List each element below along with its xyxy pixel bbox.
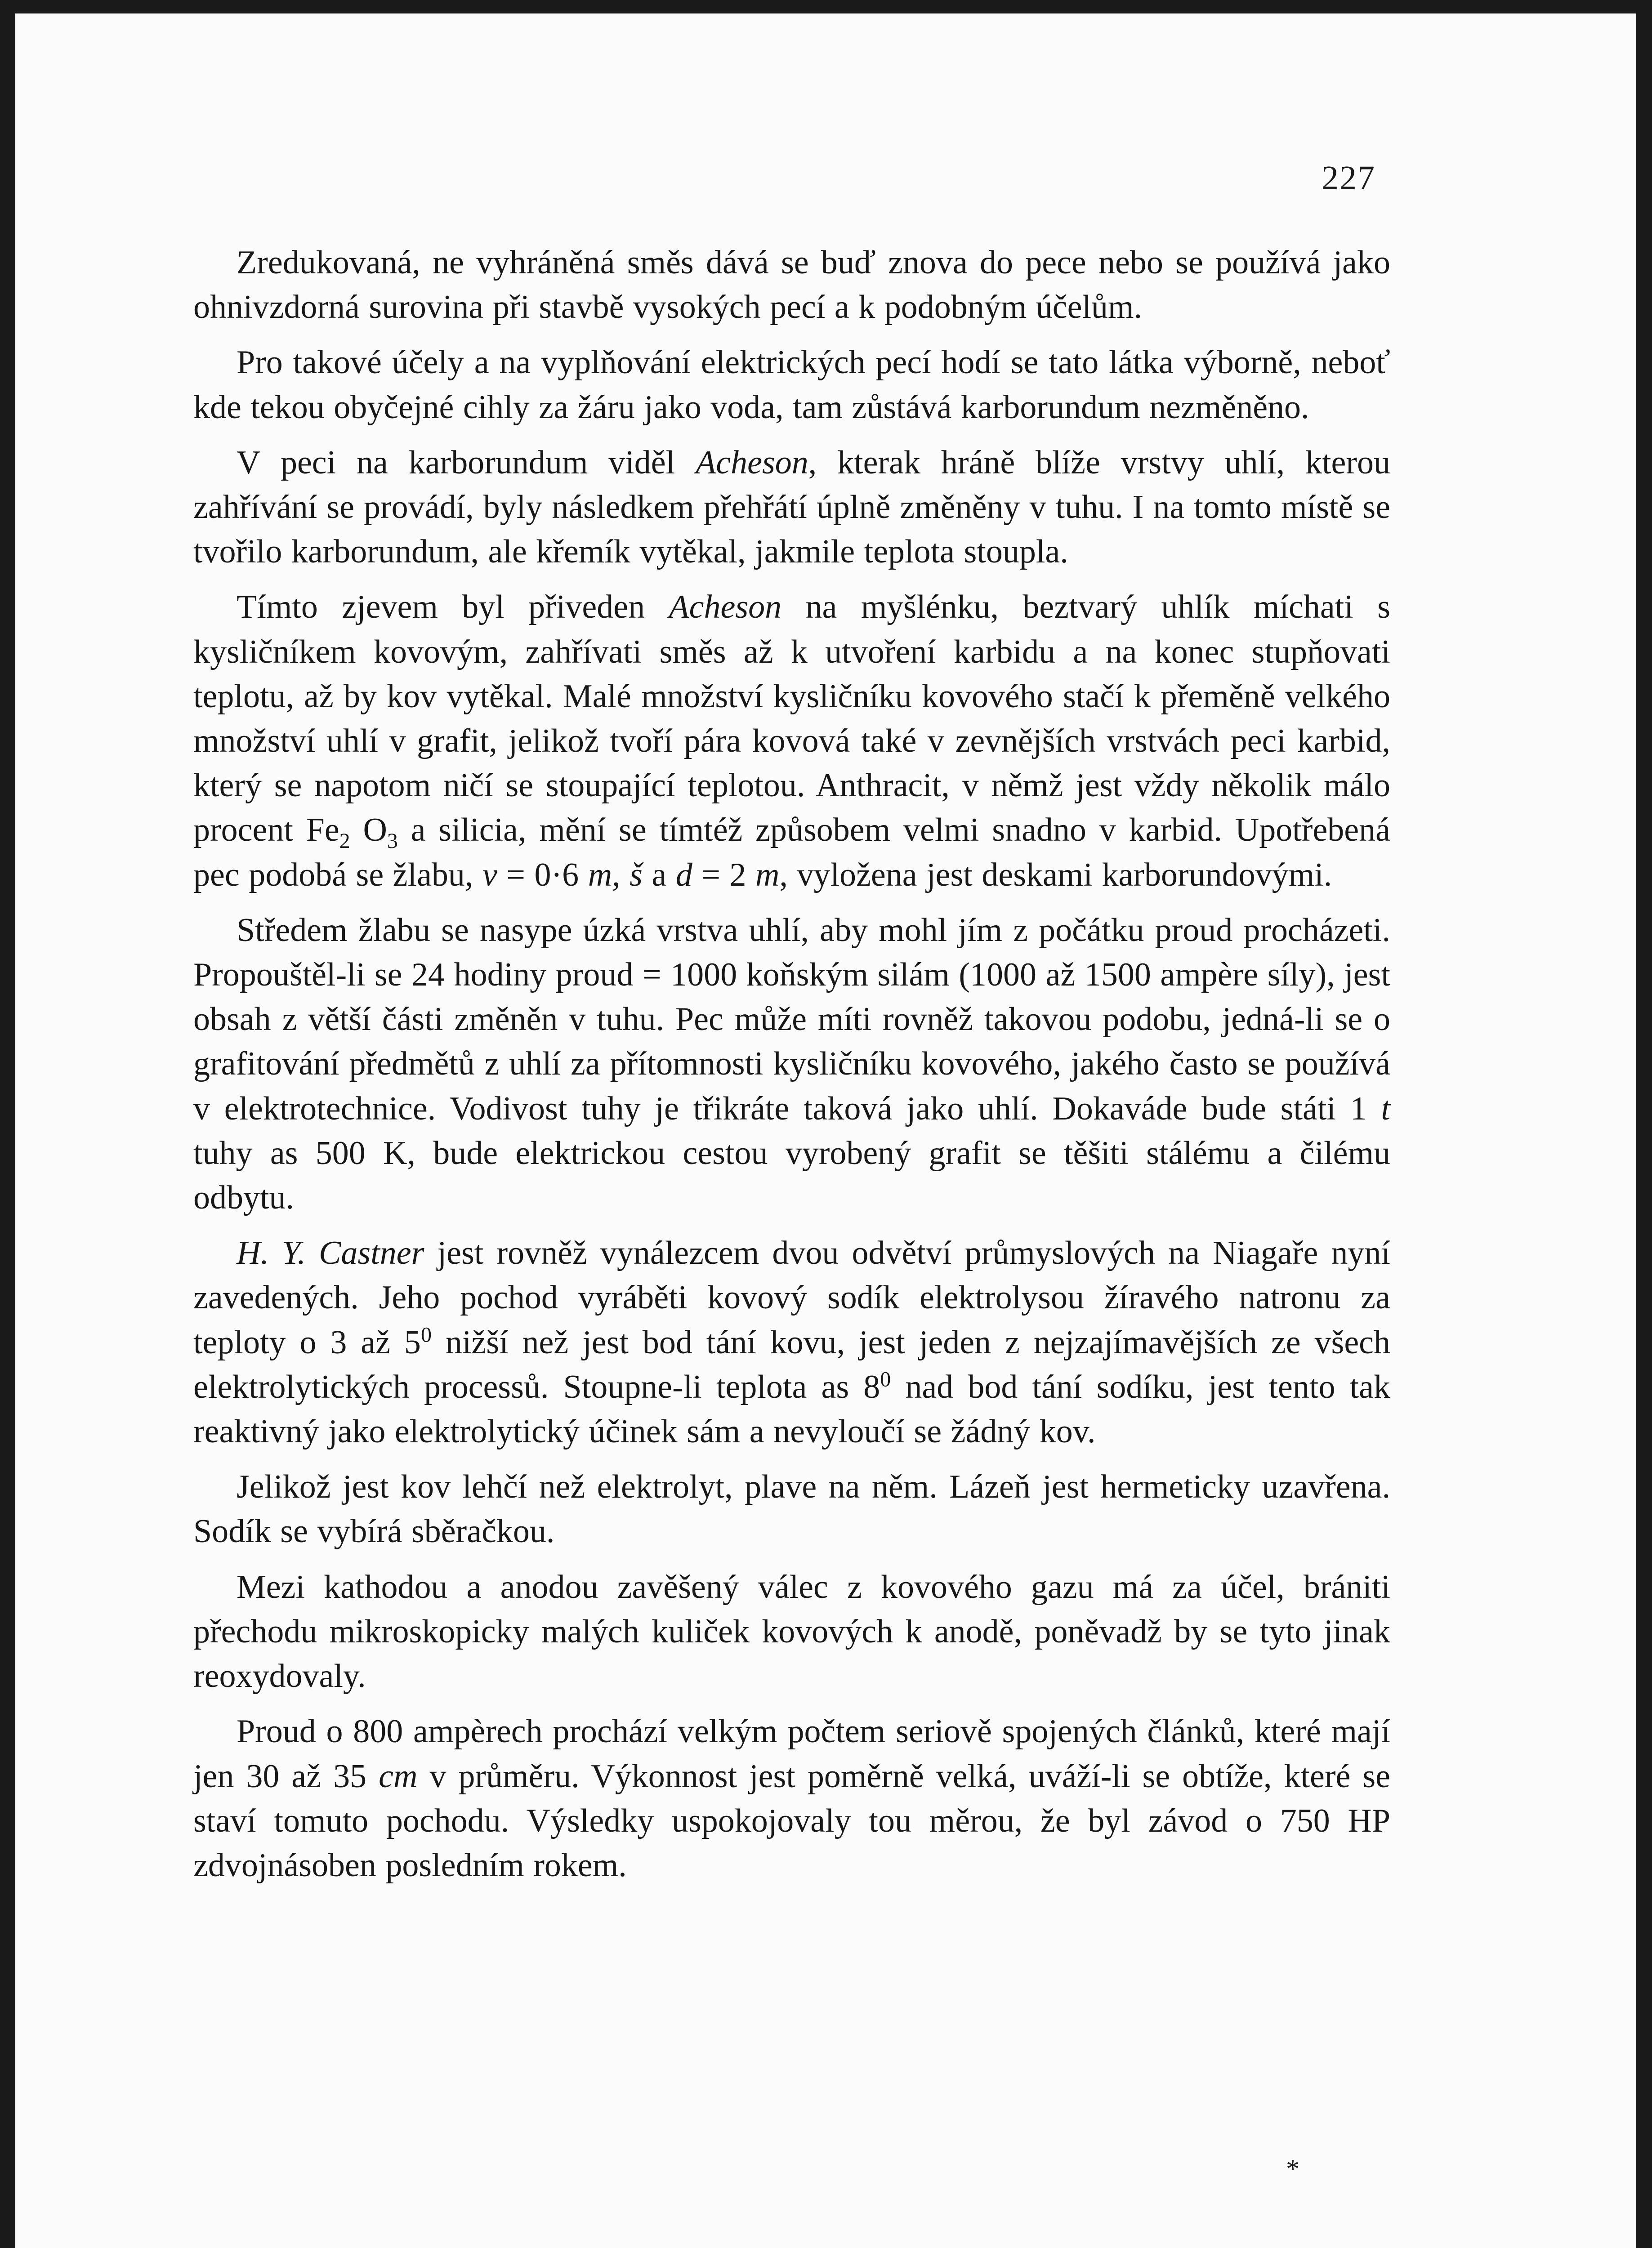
paragraph [193,1465,1390,1554]
paragraph [193,340,1390,429]
text-run: Jelikož jest kov lehčí než elektrolyt, plave na něm. Lázeň jest hermeticky uzavřena. Sodík se vybírá sběračkou. [193,1468,1390,1550]
italic-text: m [755,856,780,893]
italic-text: š [630,856,643,893]
page-number: 227 [1322,159,1375,197]
text-run: jest rovněž vynálezcem dvou odvětví průmyslových na Niagaře nyní zavedených. Jeho pochod vyráběti kovový sodík elektrolysou žíravého natronu za teploty o 3 až 5 [193,1235,1390,1361]
text-run: Tímto zjevem byl přiveden [237,589,669,626]
italic-text: m [588,856,612,893]
text-run: nižší než jest bod tání kovu, jest jeden z nejzajímavějších ze všech elektrolytických processů. Stoupne-li teplota as 8 [193,1324,1391,1405]
text-run: , [612,856,630,893]
text-run: , kterak hráně blíže vrstvy uhlí, kterou zahřívání se provádí, byly následkem přehřátí úplně změněny v tuhu. I na tomto místě se tvořilo karborundum, ale křemík vytěkal, jakmile teplota stoupla. [193,444,1391,571]
paragraph [193,585,1390,897]
superscript: 0 [420,1323,432,1347]
text-run: tuhy as 500 K, bude elektrickou cestou vyrobený grafit se těšiti stálému a čilému odbytu. [193,1134,1390,1217]
footnote-mark: * [1286,2154,1299,2184]
italic-text: t [1381,1090,1390,1127]
paragraph [193,1565,1390,1699]
text-run: = 2 [692,856,756,893]
text-run: O [350,812,387,849]
text-run: Pro takové účely a na vyplňování elektrických pecí hodí se tato látka výborně, neboť kde tekou obyčejné cihly za žáru jako voda, tam zůstává karborundum nezměněno. [193,344,1390,426]
subscript: 3 [387,829,398,853]
superscript: 0 [880,1367,891,1392]
italic-text: cm [379,1757,418,1795]
text-run: Zredukovaná, ne vyhráněná směs dává se buď znova do pece nebo se používá jako ohnivzdorná surovina při stavbě vysokých pecí a k podobným účelům. [193,244,1390,326]
italic-text: v [482,856,497,893]
text-run: a [642,856,676,893]
text-run: = 0·6 [497,856,588,893]
subscript: 2 [339,829,350,853]
text-run: Mezi kathodou a anodou zavěšený válec z kovového gazu má za účel, brániti přechodu mikroskopicky malých kuliček kovových k anodě, poněvadž by se tyto jinak reoxydovaly. [193,1568,1390,1695]
text-run: V peci na karborundum viděl [237,444,696,481]
text-run: na myšlénku, beztvarý uhlík míchati s kysličníkem kovovým, zahřívati směs až k utvoření karbidu a na konec stupňovati teplotu, až by kov vytěkal. Malé množství kysličníku kovového stačí k přeměně velkého množství uhlí v grafit, jelikož tvoří pára kovová také v zevnějších vrstvách peci karbid, který se napotom ničí se stoupající teplotou. Anthracit, v němž jest vždy několik málo procent Fe [193,589,1390,849]
body-text [193,241,1390,1888]
italic-text: H. Y. Castner [237,1235,424,1272]
italic-text: Acheson [669,589,782,626]
book-page [15,13,1636,2248]
text-run: Proud o 800 ampèrech prochází velkým počtem seriově spojených článků, které mají jen 30 až 35 [193,1713,1390,1795]
text-run: Středem žlabu se nasype úzká vrstva uhlí, aby mohl jím z počátku proud procházeti. Propouštěl-li se 24 hodiny proud = 1000 koňským silám (1000 až 1500 ampère síly), jest obsah z větší části změněn v tuhu. Pec může míti rovněž takovou podobu, jedná-li se o grafitování předmětů z uhlí za přítomnosti kysličníku kovového, jakého často se používá v elektrotechnice. Vodivost tuhy je třikráte taková jako uhlí. Dokaváde bude státi 1 [193,911,1390,1127]
paragraph [193,1709,1390,1888]
text-run: nad bod tání sodíku, jest tento tak reaktivný jako elektrolytický účinek sám a nevyloučí se žádný kov. [193,1368,1390,1450]
paragraph [193,441,1390,575]
text-run: v průměru. Výkonnost jest poměrně velká, uváží-li se obtíže, které se staví tomuto pochodu. Výsledky uspokojovaly tou měrou, že byl závod o 750 HP zdvojnásoben posledním rokem. [193,1757,1390,1884]
italic-text: Acheson [696,444,808,481]
paragraph [193,1231,1390,1454]
paragraph [193,241,1390,330]
italic-text: d [675,856,692,893]
paragraph [193,908,1390,1220]
text-run: a silicia, mění se tímtéž způsobem velmi snadno v karbid. Upotřebená pec podobá se žlabu, [193,812,1390,893]
text-run: , vyložena jest deskami karborundovými. [779,856,1332,893]
